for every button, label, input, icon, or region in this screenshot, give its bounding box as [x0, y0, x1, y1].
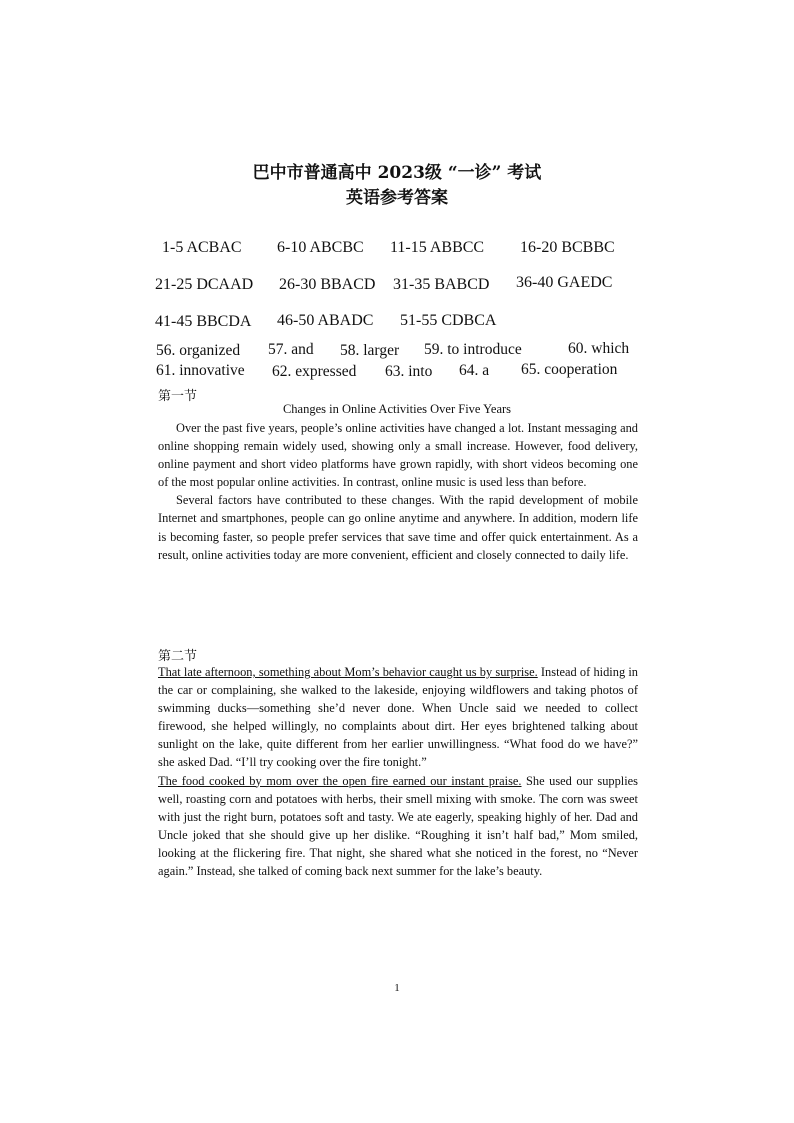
answer-group: 41-45 BBCDA — [155, 313, 252, 330]
section-2-label: 第二节 — [158, 649, 198, 664]
story-body — [158, 663, 638, 880]
answer-fill: 58. larger — [340, 342, 400, 359]
answer-group: 21-25 DCAAD — [155, 276, 254, 293]
story-paragraph — [158, 663, 638, 772]
answer-fill: 60. which — [568, 340, 630, 357]
answer-fill: 61. innovative — [156, 362, 245, 379]
story-paragraph — [158, 772, 638, 881]
page-number: 1 — [394, 982, 400, 994]
paragraph-text: She used our supplies well, roasting corn and potatoes with herbs, their smell mixing with smoke. The corn was sweet with just the right burn, potatoes soft and tasty. We ate eagerly, speaking highly of her. Dad and Uncle joked that she should give up her dislike. “Roughing it isn’t half bad,” Mom smiled, looking at the flickering fire. That night, she shared what she noticed in the forest, no “Never again.” Instead, she talked of coming back next summer for the lake’s beauty. — [158, 773, 638, 879]
answer-fill: 56. organized — [156, 342, 241, 359]
answer-group: 51-55 CDBCA — [400, 312, 497, 329]
answer-group: 6-10 ABCBC — [277, 239, 364, 256]
answer-fill: 63. into — [385, 363, 433, 380]
answer-group: 11-15 ABBCC — [390, 239, 485, 256]
paragraph-text: Instead of hiding in the car or complaining, she walked to the lakeside, enjoying wildflowers and taking photos of swimming ducks—something she’d never done. When Uncle said we needed to collect firewood, she helped willingly, no complaints about dirt. Her eyes brightened talking about sunlight on the lake, quite different from her earlier unwillingness. “What food do we have?” she asked Dad. “I’ll try cooking over the fire tonight.” — [158, 665, 638, 770]
answer-group: 1-5 ACBAC — [162, 239, 242, 256]
lead-sentence: That late afternoon, something about Mom’s behavior caught us by surprise. — [158, 665, 538, 679]
answer-group: 26-30 BBACD — [279, 276, 376, 293]
lead-sentence: The food cooked by mom over the open fire earned our instant praise. — [158, 773, 522, 788]
essay-paragraph: Over the past five years, people’s online activities have changed a lot. Instant messaging and online shopping remain widely used, showing only a small increase. However, food delivery, online payment and short video platforms have grown rapidly, with short videos becoming one of the most popular online activities. In contrast, online music is used less than before. — [158, 421, 638, 490]
section-1-label: 第一节 — [158, 389, 198, 404]
answer-fill: 62. expressed — [272, 363, 357, 380]
answer-group: 16-20 BCBBC — [520, 239, 615, 256]
essay-body — [158, 419, 638, 564]
answer-fill: 64. a — [459, 362, 490, 379]
answer-fill: 59. to introduce — [424, 341, 522, 358]
essay-title: Changes in Online Activities Over Five Years — [282, 402, 512, 416]
answer-fill: 57. and — [268, 341, 314, 358]
answer-group: 36-40 GAEDC — [516, 274, 613, 291]
answer-fill: 65. cooperation — [521, 361, 618, 378]
answer-group: 46-50 ABADC — [277, 312, 374, 329]
exam-title: 巴中市普通高中 2023级 “一诊” 考试 — [252, 163, 542, 183]
answer-key-subtitle: 英语参考答案 — [346, 188, 448, 208]
answer-group: 31-35 BABCD — [393, 276, 490, 293]
essay-paragraph: Several factors have contributed to these changes. With the rapid development of mobile Internet and smartphones, people can go online anytime and anywhere. In addition, modern life is becoming faster, so people prefer services that save time and offer quick entertainment. As a result, online activities today are more convenient, efficient and closely connected to daily life. — [158, 493, 638, 562]
